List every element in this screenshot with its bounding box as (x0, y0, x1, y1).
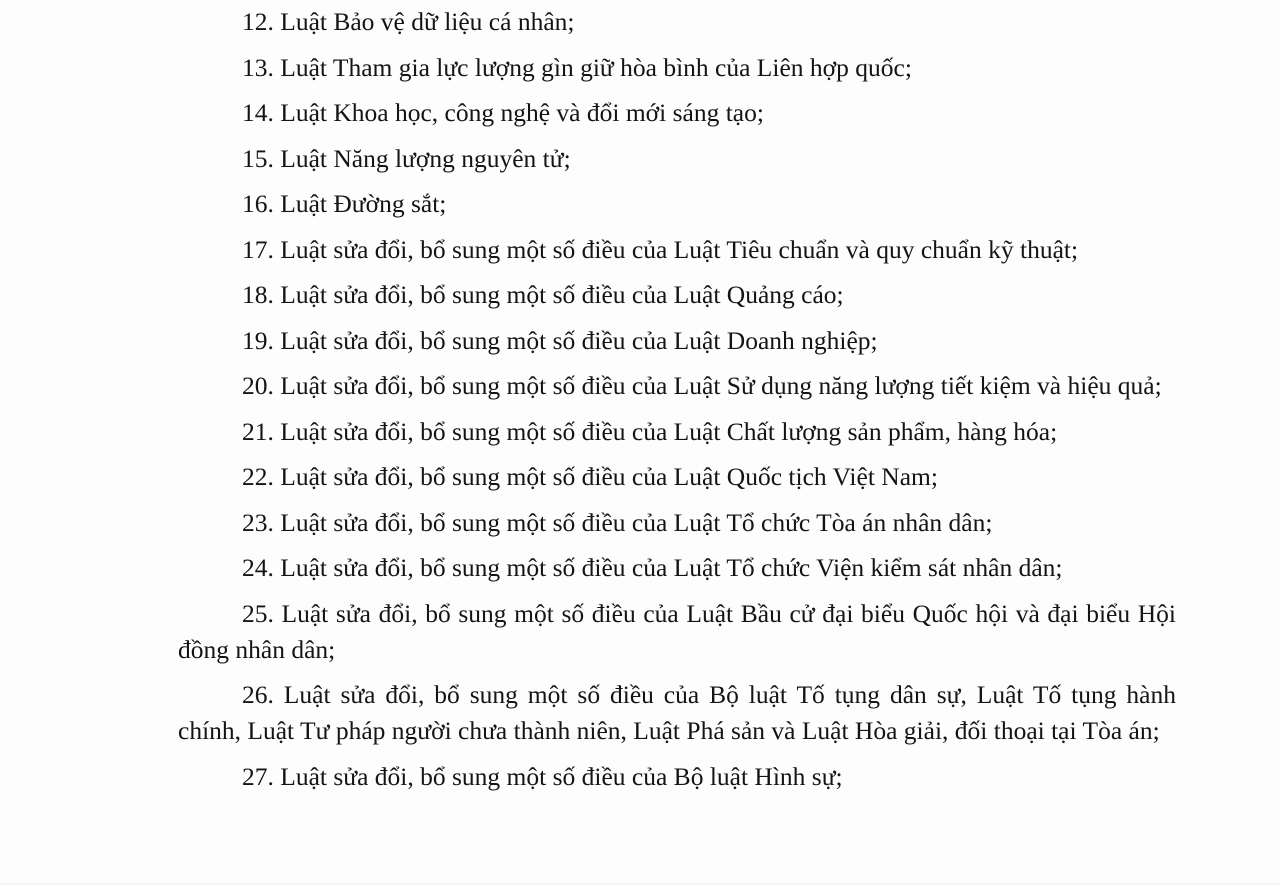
list-item (178, 596, 1176, 668)
list-item (178, 368, 1176, 404)
item-text: Luật sửa đổi, bổ sung một số điều của Bộ luật Tố tụng dân sự, Luật Tố tụng hành chính, Luật Tư pháp người chưa thành niên, Luật Phá sản và Luật Hòa giải, đối thoại tại Tòa án; (178, 680, 1176, 745)
item-number: 23. (242, 507, 274, 537)
item-number: 27. (242, 761, 274, 791)
item-number: 14. (242, 98, 274, 127)
list-item (178, 323, 1176, 359)
item-text: Luật sửa đổi, bổ sung một số điều của Luật Bầu cử đại biểu Quốc hội và đại biểu Hội đồng nhân dân; (178, 598, 1177, 664)
item-number: 17. (242, 234, 274, 264)
item-text: Luật sửa đổi, bổ sung một số điều của Luật Sử dụng năng lượng tiết kiệm và hiệu quả; (280, 371, 1162, 400)
item-text: Luật Tham gia lực lượng gìn giữ hòa bình của Liên hợp quốc; (280, 52, 912, 82)
item-number: 24. (242, 553, 274, 582)
item-text: Luật sửa đổi, bổ sung một số điều của Luật Quảng cáo; (280, 280, 844, 309)
list-item (178, 4, 1176, 40)
list-item (178, 95, 1176, 131)
list-item (178, 277, 1176, 313)
item-number: 16. (242, 189, 274, 218)
page-bottom-edge (0, 881, 1280, 885)
list-item (178, 505, 1176, 541)
list-item (178, 141, 1176, 177)
item-number: 18. (242, 280, 274, 309)
item-number: 13. (242, 52, 274, 82)
list-item (178, 759, 1176, 795)
item-text: Luật Khoa học, công nghệ và đổi mới sáng tạo; (280, 98, 764, 127)
list-item (178, 459, 1176, 495)
item-number: 22. (242, 462, 274, 491)
list-item (178, 186, 1176, 222)
item-text: Luật sửa đổi, bổ sung một số điều của Bộ luật Hình sự; (280, 761, 843, 791)
list-item (178, 232, 1176, 268)
item-text: Luật Bảo vệ dữ liệu cá nhân; (280, 7, 575, 36)
law-list (178, 4, 1176, 804)
item-text: Luật sửa đổi, bổ sung một số điều của Luật Tiêu chuẩn và quy chuẩn kỹ thuật; (280, 234, 1079, 264)
item-text: Luật sửa đổi, bổ sung một số điều của Luật Tổ chức Viện kiểm sát nhân dân; (280, 553, 1063, 582)
item-number: 26. (242, 680, 274, 709)
item-text: Luật sửa đổi, bổ sung một số điều của Luật Chất lượng sản phẩm, hàng hóa; (280, 416, 1058, 446)
item-number: 12. (242, 7, 274, 36)
item-number: 20. (242, 371, 274, 400)
item-text: Luật sửa đổi, bổ sung một số điều của Luật Quốc tịch Việt Nam; (280, 462, 938, 491)
list-item (178, 677, 1176, 749)
item-text: Luật Năng lượng nguyên tử; (280, 143, 571, 173)
item-number: 19. (242, 325, 274, 355)
item-number: 21. (242, 416, 274, 446)
item-text: Luật sửa đổi, bổ sung một số điều của Luật Doanh nghiệp; (280, 325, 878, 355)
list-item (178, 50, 1176, 86)
item-text: Luật Đường sắt; (280, 189, 447, 218)
item-number: 25. (242, 598, 274, 628)
list-item (178, 414, 1176, 450)
list-item (178, 550, 1176, 586)
item-number: 15. (242, 143, 274, 173)
item-text: Luật sửa đổi, bổ sung một số điều của Luật Tổ chức Tòa án nhân dân; (280, 507, 993, 537)
